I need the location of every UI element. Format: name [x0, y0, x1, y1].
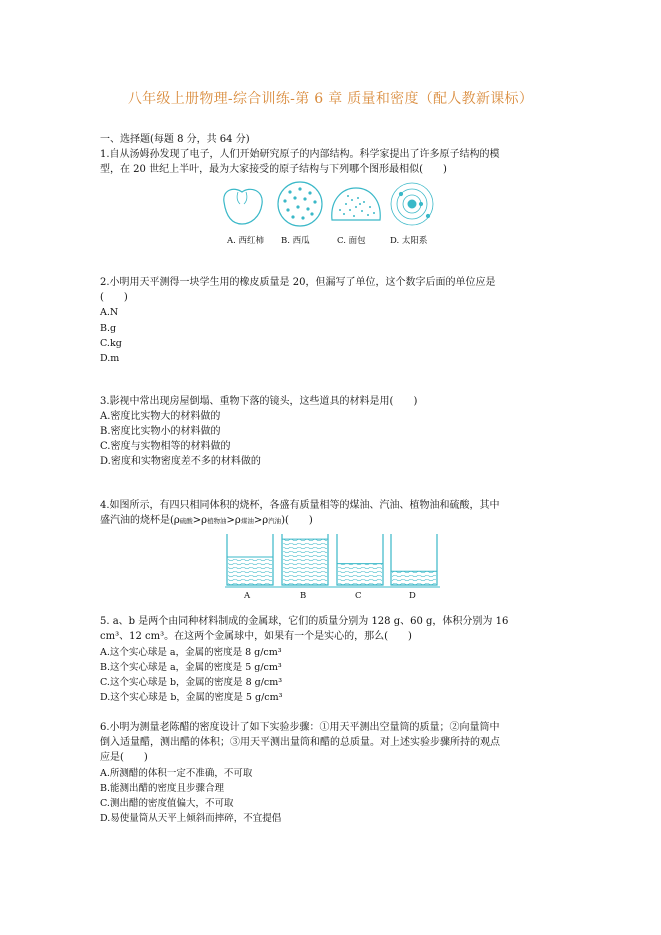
- q4-rho4-subscript: 汽油: [268, 517, 282, 525]
- beaker-liquid: [338, 564, 382, 585]
- q4-gt-2: >ρ: [226, 515, 241, 526]
- q3-option-d: D.密度和实物密度差不多的材料做的: [100, 456, 261, 467]
- q4-beakers-figure: [225, 530, 440, 602]
- q5-option-d: D.这个实心球是 b，金属的密度是 5 g/cm³: [100, 692, 283, 703]
- beaker-liquid: [392, 571, 436, 585]
- q4-text-line1: 4.如图所示，有四只相同体积的烧杯，各盛有质量相等的煤油、汽油、植物油和硫酸，其中: [100, 500, 500, 511]
- q5-option-a: A.这个实心球是 a，金属的密度是 8 g/cm³: [100, 647, 282, 658]
- q2-option-d: D.m: [100, 353, 120, 364]
- q4-text-line2: [100, 514, 313, 528]
- q6-option-a: A.所测醋的体积一定不准确，不可取: [100, 768, 253, 779]
- q3-option-b: B.密度比实物小的材料做的: [100, 426, 221, 437]
- q1-figure-label-c: C. 面包: [337, 236, 366, 246]
- solar-system-model-icon: [391, 183, 433, 225]
- beaker-liquid: [283, 539, 327, 585]
- q4-rho2-subscript: 植物油: [207, 517, 227, 525]
- q4-beaker-label-a: A: [244, 591, 251, 601]
- q1-text-line2: 型，在 20 世纪上半叶，最为大家接受的原子结构与下列哪个图形最相似( ): [100, 164, 447, 175]
- q6-text-line3: 应是( ): [100, 752, 148, 763]
- q3-option-a: A.密度比实物大的材料做的: [100, 411, 221, 422]
- q2-text-line2: ( ): [100, 292, 128, 303]
- q3-text-line1: 3.影视中常出现房屋倒塌、重物下落的镜头，这些道具的材料是用( ): [100, 396, 418, 407]
- q4-rho1-subscript: 硫酸: [179, 517, 193, 525]
- q4-gt-1: >ρ: [192, 515, 208, 526]
- q4-rho3-subscript: 煤油: [240, 517, 254, 525]
- q6-option-b: B.能测出醋的密度且步骤合理: [100, 783, 225, 794]
- q6-option-d: D.易使量筒从天平上倾斜而摔碎，不宜提倡: [100, 813, 282, 824]
- section-heading: 一、选择题(每题 8 分，共 64 分): [100, 134, 250, 145]
- q2-option-b: B.g: [100, 323, 117, 334]
- q6-option-c: C.测出醋的密度值偏大，不可取: [100, 798, 234, 809]
- q5-option-c: C.这个实心球是 b，金属的密度是 8 g/cm³: [100, 677, 283, 688]
- tomato-model-icon: [224, 189, 262, 224]
- q1-figure-label-a: A. 西红柿: [227, 236, 265, 246]
- q5-text-line1: 5. a、b 是两个由同种材料制成的金属球，它们的质量分别为 128 g、60 g，体积分别为 16: [100, 616, 509, 627]
- watermelon-model-icon: [278, 182, 322, 226]
- q3-option-c: C.密度与实物相等的材料做的: [100, 441, 231, 452]
- q2-text-line1: 2.小明用天平测得一块学生用的橡皮质量是 20，但漏写了单位，这个数字后面的单位应是: [100, 277, 496, 288]
- bread-model-icon: [332, 188, 380, 220]
- q4-line2-suffix: )( ): [281, 515, 313, 526]
- q2-option-a: A.N: [100, 307, 119, 318]
- q5-text-line2: cm³、12 cm³。在这两个金属球中，如果有一个是实心的，那么( ): [100, 631, 412, 642]
- q1-figure-label-d: D. 太阳系: [390, 236, 428, 246]
- q1-text-line1: 1.自从汤姆孙发现了电子，人们开始研究原子的内部结构。科学家提出了许多原子结构的模: [100, 149, 500, 160]
- q6-text-line2: 倒入适量醋，测出醋的体积；③用天平测出量筒和醋的总质量。对上述实验步骤所持的观点: [100, 737, 500, 748]
- q5-option-b: B.这个实心球是 a，金属的密度是 5 g/cm³: [100, 662, 282, 673]
- q1-figure-label-b: B. 西瓜: [281, 236, 310, 246]
- q4-beaker-label-d: D: [409, 591, 416, 601]
- q6-text-line1: 6.小明为测量老陈醋的密度设计了如下实验步骤：①用天平测出空量筒的质量；②向量筒中: [100, 722, 500, 733]
- q4-line2-prefix: 盛汽油的烧杯是(ρ: [100, 515, 180, 526]
- q4-beaker-label-b: B: [300, 591, 307, 601]
- beaker-liquid: [228, 557, 272, 585]
- q4-beaker-label-c: C: [355, 591, 362, 601]
- page-title: 八年级上册物理-综合训练-第 6 章 质量和密度（配人教新课标）: [127, 91, 534, 107]
- q2-option-c: C.kg: [100, 338, 122, 349]
- q4-gt-3: >ρ: [253, 515, 269, 526]
